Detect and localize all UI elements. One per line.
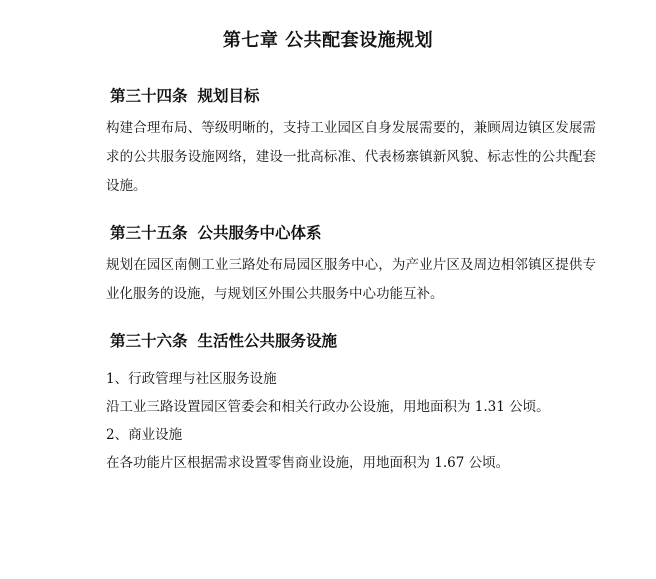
article-34-paragraph: 构建合理布局、等级明晰的，支持工业园区自身发展需要的，兼顾周边镇区发展需求的公共服务设施网络，建设一批高标准、代表杨寨镇新风貌、标志性的公共配套设施。 (106, 120, 596, 194)
article-34-title: 规划目标 (197, 87, 260, 105)
article-36-heading (110, 329, 337, 351)
list-item-commercial-detail: 在各功能片区根据需求设置零售商业设施，用地面积为 1.67 公顷。 (106, 455, 510, 471)
article-36-number: 第三十六条 (110, 332, 188, 350)
chapter-title: 第七章 公共配套设施规划 (222, 30, 434, 51)
article-34-number: 第三十四条 (110, 87, 188, 105)
article-35-heading (110, 221, 322, 243)
list-item-commercial-heading: 2、商业设施 (106, 427, 183, 443)
article-36-title: 生活性公共服务设施 (197, 332, 338, 350)
article-34-heading (110, 84, 260, 106)
list-item-admin-heading: 1、行政管理与社区服务设施 (106, 371, 277, 387)
article-35-title: 公共服务中心体系 (197, 224, 322, 242)
article-35-number: 第三十五条 (110, 224, 188, 242)
list-item-admin-detail: 沿工业三路设置园区管委会和相关行政办公设施，用地面积为 1.31 公顷。 (106, 399, 550, 415)
article-35-paragraph: 规划在园区南侧工业三路处布局园区服务中心，为产业片区及周边相邻镇区提供专业化服务的设施，与规划区外围公共服务中心功能互补。 (106, 257, 596, 302)
